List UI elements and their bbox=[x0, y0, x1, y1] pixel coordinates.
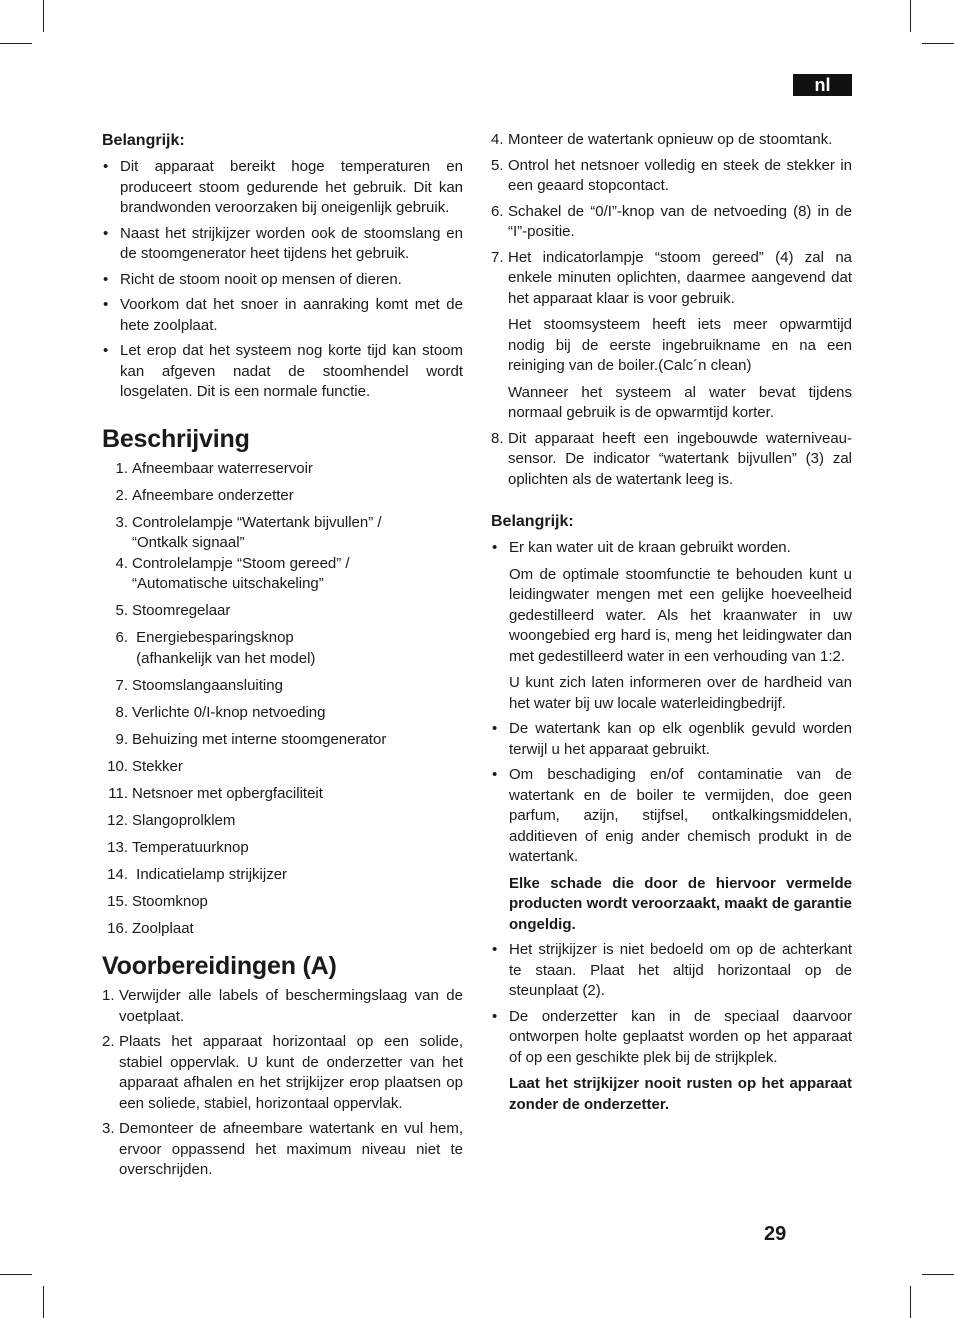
item-text-line: Afneembaar waterreservoir bbox=[132, 459, 313, 477]
section-heading-description: Beschrijving bbox=[102, 424, 250, 453]
left-column bbox=[102, 130, 463, 1186]
step-paragraph: Dit apparaat heeft een ingebouwde waterniveau-sensor. De indicator “watertank bijvullen” (3) zal oplichten als de watertank leeg is. bbox=[508, 429, 852, 488]
description-item bbox=[102, 459, 463, 480]
item-text-line: (afhankelijk van het model) bbox=[132, 649, 316, 667]
item-text-line: Controlelampje “Watertank bijvullen” / bbox=[132, 513, 382, 531]
item-number: 5. bbox=[115, 602, 128, 619]
step-text: Verwijder alle labels of beschermingslaag van de voetplaat. bbox=[119, 987, 463, 1025]
item-text-line: Behuizing met interne stoomgenerator bbox=[132, 730, 387, 748]
item-number: 6. bbox=[115, 629, 128, 646]
step-body bbox=[508, 156, 852, 197]
step-body bbox=[508, 202, 852, 243]
item-number: 15. bbox=[107, 892, 128, 910]
item-text bbox=[132, 676, 283, 697]
item-text-line: Stoomregelaar bbox=[132, 602, 231, 619]
description-item bbox=[102, 601, 463, 622]
list-paragraph: • De watertank kan op elk ogenblik gevuld worden terwijl u het apparaat gebruikt. bbox=[509, 720, 852, 758]
description-item bbox=[102, 676, 463, 697]
step-text: Demonteer de afneembare watertank en vul hem, ervoor oppassend het maximum niveau niet te overschrijden. bbox=[119, 1120, 463, 1178]
warning-paragraph: Laat het strijkijzer nooit rusten op het apparaat zonder de onderzetter. bbox=[509, 1075, 852, 1113]
item-text bbox=[132, 703, 325, 724]
item-number: 4. bbox=[115, 554, 128, 572]
item-text bbox=[132, 486, 294, 507]
crop-mark bbox=[43, 1286, 44, 1318]
item-number: 8. bbox=[115, 703, 128, 721]
description-item bbox=[102, 513, 463, 554]
item-text bbox=[132, 784, 323, 805]
preparation-steps bbox=[102, 986, 463, 1181]
list-item bbox=[491, 765, 852, 935]
item-text bbox=[132, 811, 235, 832]
item-text-line: Stoomknop bbox=[132, 892, 208, 910]
item-text-line: Stekker bbox=[132, 757, 183, 775]
crop-mark bbox=[910, 0, 911, 32]
description-item bbox=[102, 784, 463, 805]
step-item bbox=[491, 429, 852, 491]
list-paragraph: Om de optimale stoomfunctie te behouden kunt u leidingwater mengen met een gelijke hoeveelheid gedestilleerd water. Als het kraanwater in uw woongebied erg hard is, meng het leidingwater dan met gedestilleerd water in een verhouding van 1:2. bbox=[509, 565, 852, 665]
item-text bbox=[132, 892, 208, 913]
step-item bbox=[102, 1119, 463, 1181]
list-item: • Voorkom dat het snoer in aanraking komt met de hete zoolplaat. bbox=[102, 295, 463, 336]
step-paragraph: Het indicatorlampje “stoom gereed” (4) zal na enkele minuten oplichten, daarmee aangevend dat het apparaat klaar is voor gebruik. bbox=[508, 248, 852, 307]
item-text-line: Indicatielamp strijkijzer bbox=[132, 865, 288, 883]
step-number: 3. bbox=[102, 1120, 115, 1137]
item-text bbox=[132, 865, 287, 886]
step-paragraph: Wanneer het systeem al water bevat tijdens normaal gebruik is de opwarmtijd korter. bbox=[508, 383, 852, 421]
step-item bbox=[102, 986, 463, 1027]
page-number: 29 bbox=[764, 1223, 787, 1245]
item-number: 16. bbox=[107, 919, 128, 937]
item-number: 7. bbox=[115, 676, 128, 694]
item-text bbox=[132, 628, 315, 669]
item-number: 1. bbox=[115, 459, 128, 477]
step-item bbox=[491, 248, 852, 424]
item-number: 10. bbox=[107, 757, 128, 775]
description-item bbox=[102, 892, 463, 913]
list-paragraph: • Er kan water uit de kraan gebruikt worden. bbox=[509, 539, 791, 556]
item-text-line: Controlelampje “Stoom gereed” / bbox=[132, 554, 350, 572]
step-number: 1. bbox=[102, 987, 115, 1004]
item-number: 3. bbox=[115, 513, 128, 531]
item-number: 12. bbox=[107, 811, 128, 829]
item-text bbox=[132, 919, 194, 940]
step-number: 7. bbox=[491, 248, 504, 266]
item-text bbox=[132, 601, 230, 622]
crop-mark bbox=[0, 1274, 32, 1275]
item-number: 2. bbox=[115, 486, 128, 504]
important-heading: Belangrijk: bbox=[491, 513, 574, 530]
step-text: Plaats het apparaat horizontaal op een solide, stabiel oppervlak. U kunt de onderzetter van het apparaat afhalen en het strijkijzer erop plaatsen op een soliede, stabiel, horizontaal oppervlak. bbox=[119, 1033, 463, 1112]
item-number: 11. bbox=[108, 784, 128, 802]
item-number: 9. bbox=[115, 730, 128, 748]
list-item: • Naast het strijkijzer worden ook de stoomslang en de stoomgenerator heet tijdens het gebruik. bbox=[102, 224, 463, 265]
list-paragraph: • Om beschadiging en/of contaminatie van de watertank en de boiler te vermijden, doe geen parfum, azijn, stijfsel, ontkalkingsmiddelen, additieven of enig ander chemisch produkt in de watertank. bbox=[509, 766, 852, 865]
section-heading-preparations: Voorbereidingen (A) bbox=[102, 952, 337, 980]
item-text bbox=[132, 554, 350, 595]
description-item bbox=[102, 919, 463, 940]
list-item: • Richt de stoom nooit op mensen of dieren. bbox=[102, 270, 463, 291]
list-paragraph: U kunt zich laten informeren over de hardheid van het water bij uw locale waterleidingbedrijf. bbox=[509, 674, 852, 712]
item-text-line: Netsnoer met opbergfaciliteit bbox=[132, 784, 323, 802]
step-number: 8. bbox=[491, 429, 504, 447]
step-paragraph: Ontrol het netsnoer volledig en steek de stekker in een geaard stopcontact. bbox=[508, 156, 852, 194]
step-item bbox=[491, 156, 852, 197]
item-text-line: “Automatische uitschakeling” bbox=[132, 575, 324, 592]
step-paragraph: Schakel de “0/I”-knop van de netvoeding (8) in de “I”-positie. bbox=[508, 202, 852, 240]
important-list bbox=[491, 538, 852, 1115]
list-paragraph: • De onderzetter kan in de speciaal daarvoor ontworpen holte geplaatst worden op het apparaat of op een geschikte plek bij de strijkplek. bbox=[509, 1007, 852, 1066]
description-item bbox=[102, 730, 463, 751]
description-item bbox=[102, 703, 463, 724]
description-item bbox=[102, 554, 463, 595]
description-item bbox=[102, 838, 463, 859]
step-body bbox=[508, 248, 852, 424]
step-paragraph: Het stoomsysteem heeft iets meer opwarmtijd nodig bij de eerste ingebruikname en na een reiniging van de boiler.(Calc´n clean) bbox=[508, 316, 852, 374]
item-text-line: “Ontkalk signaal” bbox=[132, 534, 245, 551]
item-text-line: Energiebesparingsknop bbox=[132, 629, 294, 646]
description-list bbox=[102, 459, 463, 940]
step-number: 5. bbox=[491, 156, 504, 174]
description-item bbox=[102, 486, 463, 507]
item-text-line: Zoolplaat bbox=[132, 919, 194, 937]
step-body bbox=[508, 130, 852, 151]
crop-mark bbox=[910, 1286, 911, 1318]
item-text bbox=[132, 730, 386, 751]
item-number: 13. bbox=[107, 838, 128, 856]
item-text bbox=[132, 513, 382, 554]
important-list bbox=[102, 157, 463, 403]
crop-mark bbox=[0, 43, 32, 44]
item-text-line: Stoomslangaansluiting bbox=[132, 676, 283, 694]
step-paragraph: Monteer de watertank opnieuw op de stoomtank. bbox=[508, 131, 833, 148]
crop-mark bbox=[922, 43, 954, 44]
step-body bbox=[508, 429, 852, 491]
item-text bbox=[132, 838, 249, 859]
step-item bbox=[491, 202, 852, 243]
item-text bbox=[132, 459, 313, 480]
list-item: • Let erop dat het systeem nog korte tijd kan stoom kan afgeven nadat de stoomhendel wordt losgelaten. Dit is een normale functie. bbox=[102, 341, 463, 403]
step-item bbox=[102, 1032, 463, 1114]
description-item bbox=[102, 865, 463, 886]
list-item bbox=[491, 538, 852, 714]
crop-mark bbox=[922, 1274, 954, 1275]
right-column bbox=[491, 130, 852, 1120]
language-tab: nl bbox=[793, 74, 852, 96]
preparation-steps-continued bbox=[491, 130, 852, 490]
important-heading: Belangrijk: bbox=[102, 132, 185, 149]
description-item bbox=[102, 757, 463, 778]
list-item bbox=[491, 940, 852, 1002]
crop-mark bbox=[43, 0, 44, 32]
list-paragraph: • Het strijkijzer is niet bedoeld om op de achterkant te staan. Plaat het altijd horizontaal op de steunplaat (2). bbox=[509, 941, 852, 999]
item-text-line: Slangoprolklem bbox=[132, 811, 236, 829]
item-text bbox=[132, 757, 183, 778]
step-number: 4. bbox=[491, 131, 504, 148]
item-number: 14. bbox=[107, 865, 128, 883]
step-number: 6. bbox=[491, 202, 504, 220]
item-text-line: Temperatuurknop bbox=[132, 838, 249, 856]
item-text-line: Afneembare onderzetter bbox=[132, 486, 294, 504]
description-item bbox=[102, 811, 463, 832]
step-item bbox=[491, 130, 852, 151]
warning-paragraph: Elke schade die door de hiervoor vermelde producten wordt veroorzaakt, maakt de garantie ongeldig. bbox=[509, 874, 852, 933]
description-item bbox=[102, 628, 463, 669]
list-item bbox=[491, 719, 852, 760]
list-item: • Dit apparaat bereikt hoge temperaturen en produceert stoom gedurende het gebruik. Dit kan brandwonden veroorzaken bij oneigenlijk gebruik. bbox=[102, 157, 463, 219]
item-text-line: Verlichte 0/I-knop netvoeding bbox=[132, 703, 326, 721]
step-number: 2. bbox=[102, 1033, 115, 1050]
list-item bbox=[491, 1007, 852, 1116]
